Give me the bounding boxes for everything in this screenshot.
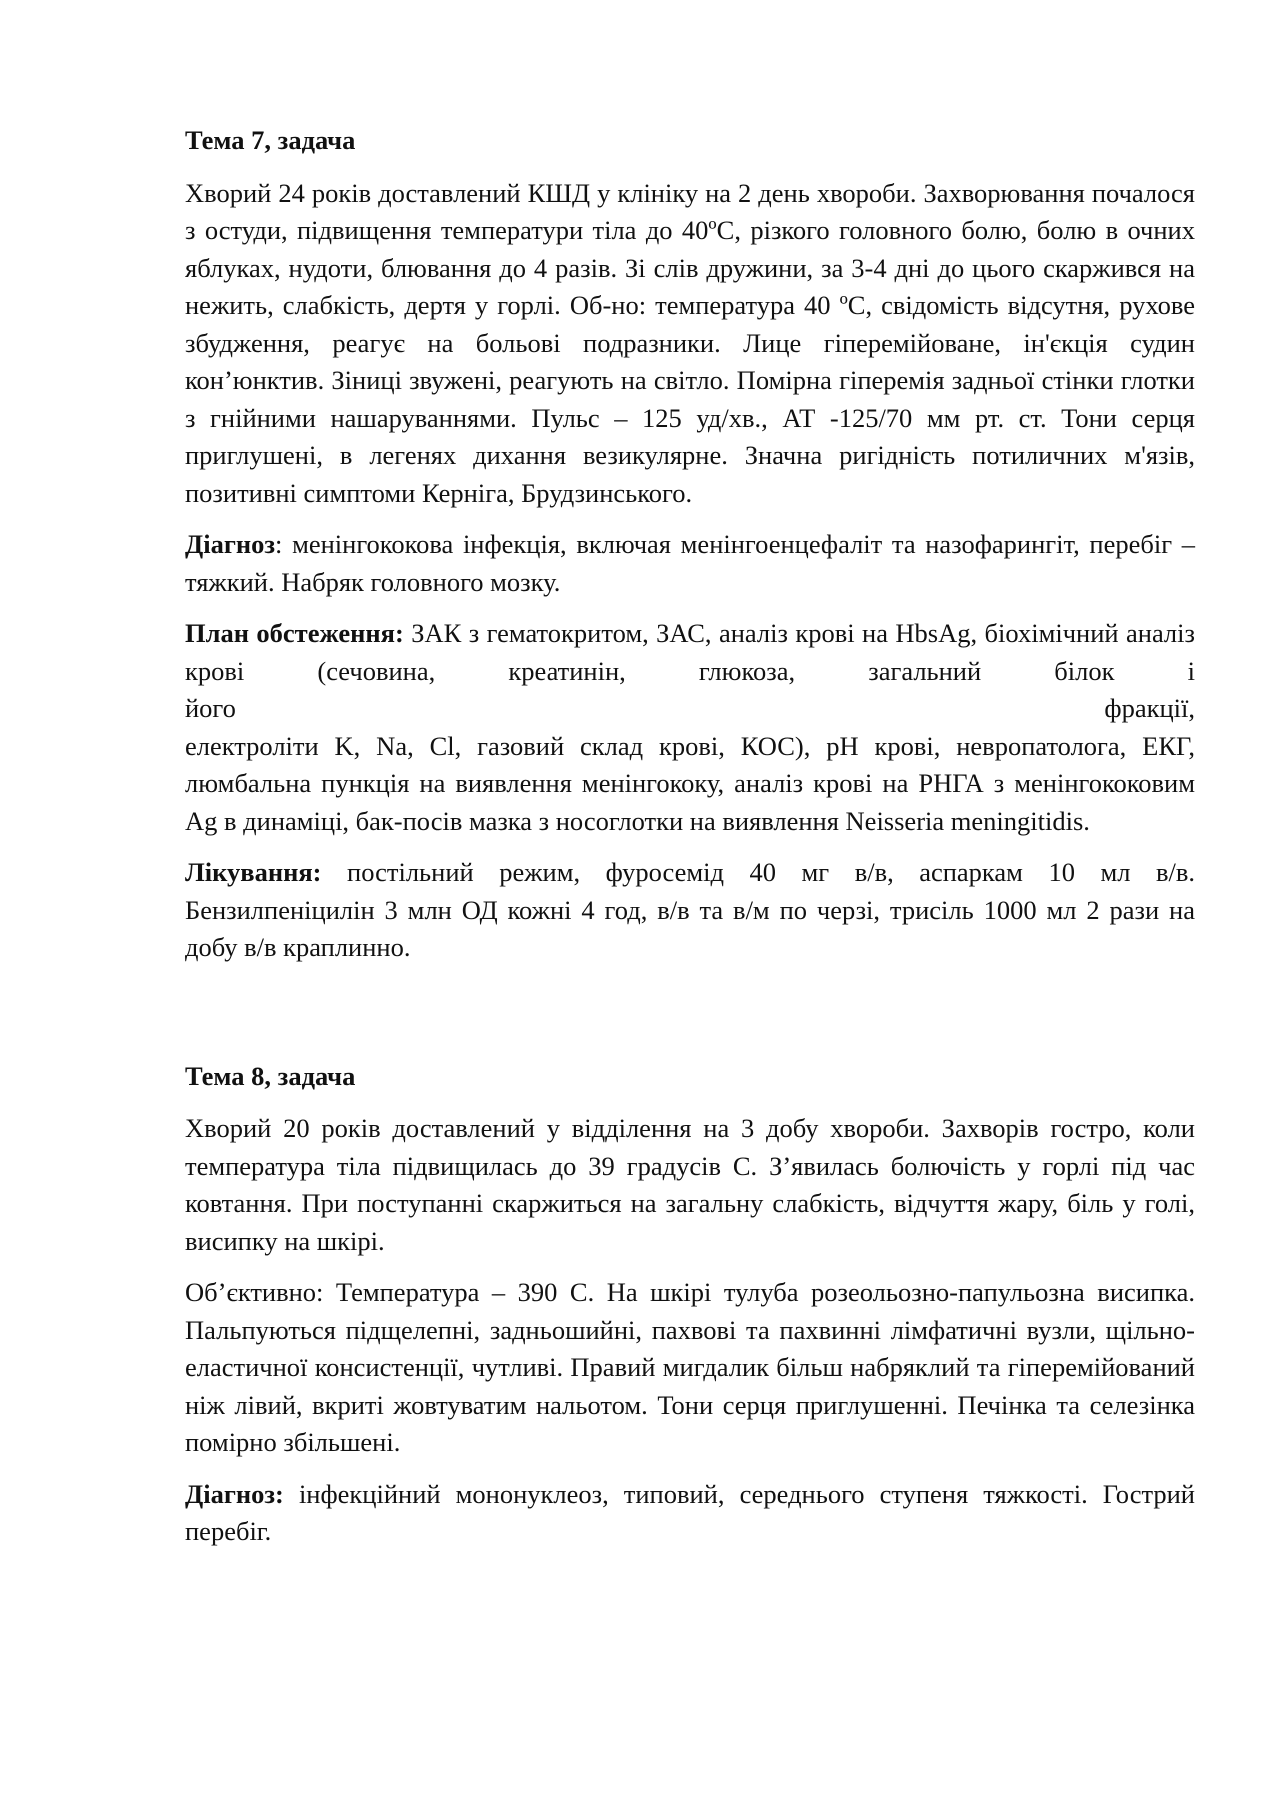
task8-diagnosis	[185, 1476, 1195, 1551]
document-body	[185, 122, 1195, 1565]
task7-case-text: Хворий 24 років доставлений КШД у клініку на 2 день хвороби. Захворювання почалося з остуди, підвищення температури тіла до 40ºС, різкого головного болю, болю в очних яблуках, нудоти, блювання до 4 разів. Зі слів дружини, за 3-4 дні до цього скаржився на нежить, слабкість, дертя у горлі. Об-но: температура 40 ºС, свідомість відсутня, рухове збудження, реагує на больові подразники. Лице гіперемійоване, ін'єкція судин кон’юнктив. Зіниці звужені, реагують на світло. Помірна гіперемія задньої стінки глотки з гнійними нашаруваннями. Пульс – 125 уд/хв., АТ -125/70 мм рт. ст. Тони серця приглушені, в легенях дихання везикулярне. Значна ригідність потиличних м'язів, позитивні симптоми Керніга, Брудзинського.	[185, 177, 1195, 508]
task7-plan-text-2b: фракції,	[1104, 693, 1195, 723]
task8-case-text: Хворий 20 років доставлений у відділення на 3 добу хвороби. Захворів гостро, коли температура тіла підвищилась до 39 градусів С. З’явилась болючість у горлі під час ковтання. При поступанні скаржиться на загальну слабкість, відчуття жару, біль у голі, висипку на шкірі.	[185, 1113, 1195, 1256]
task7-plan-text-3: електроліти K, Na, Cl, газовий склад крові, КОС), pH крові, невропатолога, ЕКГ, люмбальна пункція на виявлення менінгококу, аналіз крові на РНГА з менінгококовим Ag в динаміці, бак-посів мазка з носоглотки на виявлення Neisseria meningitidis.	[185, 730, 1195, 836]
task7-treatment-text: постільний режим, фуросемід 40 мг в/в, аспаркам 10 мл в/в. Бензилпеніцилін 3 млн ОД кожні 4 год, в/в та в/м по черзі, трисіль 1000 мл 2 рази на добу в/в краплинно.	[185, 857, 1195, 962]
section-spacer	[185, 981, 1195, 1058]
task7-plan-line-2	[185, 690, 1195, 728]
task8-objective-text: Об’єктивно: Температура – 390 С. На шкірі тулуба розеольозно-папульозна висипка. Пальпуються підщелепні, задньошийні, пахвові та пахвинні лімфатичні вузли, щільно-еластичної консистенції, чутливі. Правий мигдалик більш набряклий та гіперемійований ніж лівий, вкриті жовтуватим нальотом. Тони серця приглушенні. Печінка та селезінка помірно збільшені.	[185, 1277, 1195, 1457]
task7-plan-text-1: ЗАК з гематокритом, ЗАС, аналіз крові на HbsAg, біохімічний аналіз крові (сечовина, креатинін, глюкоза, загальний білок і	[185, 618, 1195, 686]
task8-heading: Тема 8, задача	[185, 1060, 356, 1091]
task7-plan-line-1	[185, 615, 1195, 690]
task7-heading: Тема 7, задача	[185, 125, 356, 155]
task7-diagnosis-label: Діагноз	[185, 529, 276, 559]
task7-plan-label: План обстеження:	[185, 618, 404, 648]
task7-diagnosis	[185, 526, 1195, 601]
task8-diagnosis-text: інфекційний мононуклеоз, типовий, середнього ступеня тяжкості. Гострий перебіг.	[185, 1478, 1195, 1546]
task7-plan	[185, 615, 1195, 840]
task8-diagnosis-label: Діагноз:	[185, 1478, 284, 1509]
task7-treatment	[185, 854, 1195, 967]
task7-plan-text-2a: його	[185, 693, 236, 723]
task7-diagnosis-text: : менінгококова інфекція, включая менінгоенцефаліт та назофарингіт, перебіг – тяжкий. Набряк головного мозку.	[185, 529, 1195, 597]
task7-treatment-label: Лікування:	[185, 857, 322, 887]
